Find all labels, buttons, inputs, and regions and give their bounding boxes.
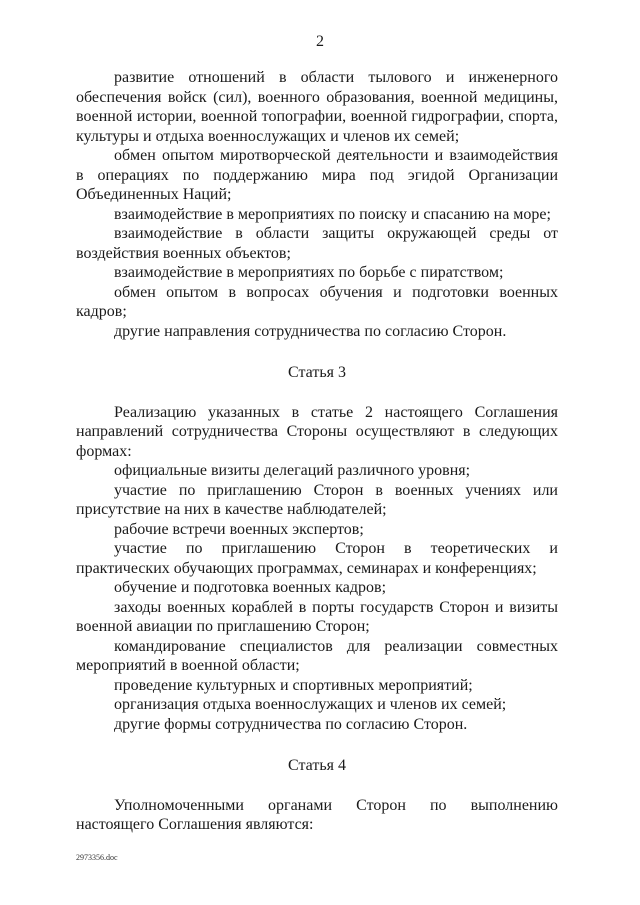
list-item: взаимодействие в мероприятиях по поиску и спасанию на море;: [114, 205, 551, 223]
page-number: 2: [316, 33, 324, 50]
list-item: взаимодействие в мероприятиях по борьбе с пиратством;: [114, 264, 504, 281]
list-item: заходы военных кораблей в порты государств Сторон и визиты военной авиации по приглашению Сторон;: [76, 598, 558, 635]
article-3-heading: Статья 3: [288, 364, 346, 381]
list-item: обмен опытом миротворческой деятельности и взаимодействия в операциях по поддержанию мира под эгидой Организации Объединенных Наций;: [76, 147, 558, 203]
list-item: другие направления сотрудничества по согласию Сторон.: [114, 322, 507, 340]
list-item: проведение культурных и спортивных мероприятий;: [114, 676, 473, 694]
footer-file-ref: 2973356.doc: [76, 853, 118, 862]
article-3-intro: Реализацию указанных в статье 2 настоящего Соглашения направлений сотрудничества Стороны осуществляют в следующих формах:: [76, 403, 558, 460]
list-item: организация отдыха военнослужащих и членов их семей;: [114, 696, 507, 713]
list-item: участие по приглашению Сторон в военных учениях или присутствие на них в качестве наблюдателей;: [76, 481, 558, 518]
list-item: другие формы сотрудничества по согласию Сторон.: [114, 715, 468, 733]
list-item: командирование специалистов для реализации совместных мероприятий в военной области;: [76, 637, 558, 674]
list-item: участие по приглашению Сторон в теоретических и практических обучающих программах, семинарах и конференциях;: [76, 540, 558, 577]
article-4-intro: Уполномоченными органами Сторон по выполнению настоящего Соглашения являются:: [76, 796, 558, 833]
list-item: взаимодействие в области защиты окружающей среды от воздействия военных объектов;: [76, 225, 558, 262]
list-item: официальные визиты делегаций различного уровня;: [114, 462, 471, 479]
list-item: развитие отношений в области тылового и инженерного обеспечения войск (сил), военного образования, военной медицины, военной истории, военной топографии, военной гидрографии, спорта, культуры и отдыха военнослужащих и членов их семей;: [76, 69, 558, 145]
list-item: обмен опытом в вопросах обучения и подготовки военных кадров;: [76, 283, 558, 320]
list-item: обучение и подготовка военных кадров;: [114, 579, 387, 596]
list-item: рабочие встречи военных экспертов;: [114, 520, 364, 538]
document-body: [76, 68, 558, 835]
article-4-heading: Статья 4: [288, 757, 346, 774]
